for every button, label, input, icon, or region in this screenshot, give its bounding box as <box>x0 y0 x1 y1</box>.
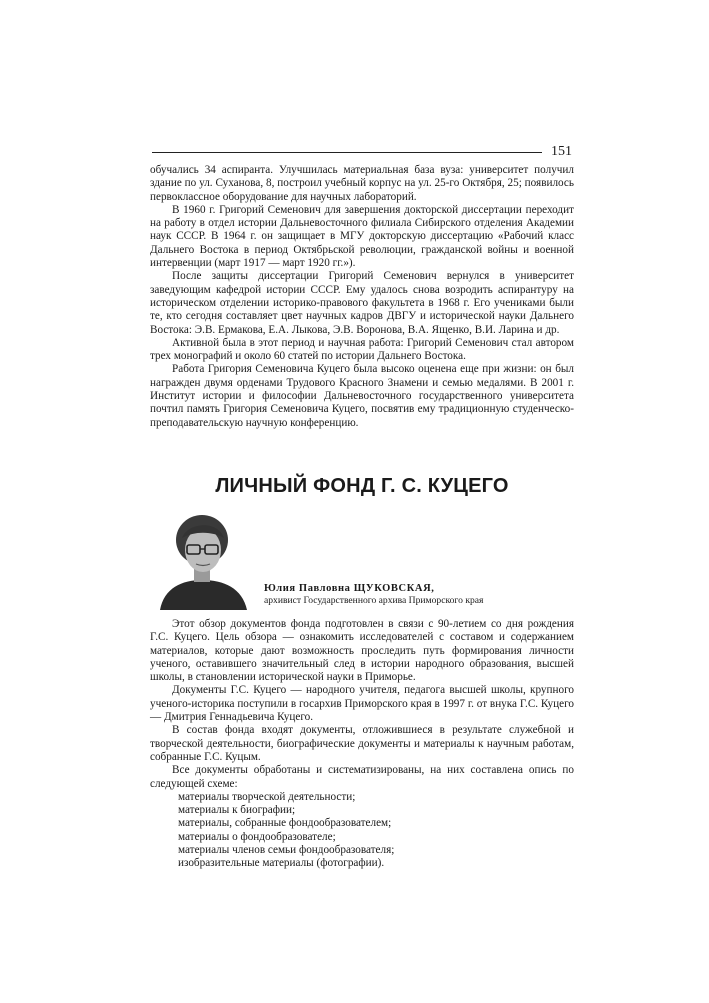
article-continuation <box>150 164 574 430</box>
list-item: материалы членов семьи фондообразователя; <box>178 844 395 857</box>
author-block <box>264 583 483 607</box>
list-item: материалы к биографии; <box>178 804 296 817</box>
article-body <box>150 618 574 871</box>
list-item: изобразительные материалы (фотографии). <box>178 857 385 870</box>
paragraph: обучались 34 аспиранта. Улучшилась материальная база вуза: университет получил здание по ул. Суханова, 8, построил учебный корпус на ул. 25-го Октября, 25; появилось первоклассное оборудование для научных лабораторий. <box>150 164 574 203</box>
list-item: материалы творческой деятельности; <box>178 790 356 803</box>
paragraph: Активной была в этот период и научная работа: Григорий Семенович стал автором трех монографий и около 60 статей по истории Дальнего Востока. <box>150 336 574 363</box>
scheme-list <box>150 791 574 871</box>
paragraph: После защиты диссертации Григорий Семенович вернулся в университет заведующим кафедрой истории СССР. Ему удалось снова возродить аспирантуру на историческом отделении историко-правового факультета в 1968 г. Его учениками были те, кто сегодня составляет цвет научных кадров ДВГУ и исторической науки Дальнего Востока: Э.В. Ермакова, Е.А. Лыкова, Э.В. Воронова, В.А. Ященко, В.И. Ларина и др. <box>150 270 574 336</box>
author-portrait <box>152 510 252 610</box>
author-role: архивист Государственного архива Приморского края <box>264 595 484 606</box>
paragraph: Все документы обработаны и систематизированы, на них составлена опись по следующей схеме: <box>150 764 574 790</box>
page-number: 151 <box>551 144 572 159</box>
paragraph: Этот обзор документов фонда подготовлен в связи с 90-летием со дня рождения Г.С. Куцего. Цель обзора — ознакомить исследователей с составом и содержанием материалов, которые дают возможность проследить путь формирования личности ученого, оставившего значительный след в истории народного образования, высшей школы, в становлении исторической науки в Приморье. <box>150 618 574 684</box>
paragraph: В состав фонда входят документы, отложившиеся в результате служебной и творческой деятельности, биографические документы и материалы к научным работам, собранные Г.С. Куцым. <box>150 724 574 763</box>
paragraph: В 1960 г. Григорий Семенович для завершения докторской диссертации переходит на работу в отдел истории Дальневосточного филиала Сибирского отделения Академии наук СССР. В 1964 г. он защищает в МГУ докторскую диссертацию «Рабочий класс Дальнего Востока в период Октябрьской революции, гражданской войны и военной интервенции (март 1917 — март 1920 гг.»). <box>150 203 574 270</box>
list-item: материалы о фондообразователе; <box>178 830 336 843</box>
paragraph: Документы Г.С. Куцего — народного учителя, педагога высшей школы, крупного ученого-историка поступили в госархив Приморского края в 1997 г. от внука Г.С. Куцего — Дмитрия Геннадьевича Куцего. <box>150 684 574 724</box>
paragraph: Работа Григория Семеновича Куцего была высоко оценена еще при жизни: он был награжден двумя орденами Трудового Красного Знамени и семью медалями. В 2001 г. Институт истории и философии Дальневосточного государственного университета почтил память Григория Семеновича Куцего, посвятив ему традиционную студенческо-преподавательскую научную конференцию. <box>150 363 574 429</box>
header-rule <box>152 152 542 153</box>
section-title: ЛИЧНЫЙ ФОНД Г. С. КУЦЕГО <box>215 475 509 497</box>
author-name: Юлия Павловна ЩУКОВСКАЯ, <box>264 583 435 594</box>
list-item: материалы, собранные фондообразователем; <box>178 817 392 830</box>
